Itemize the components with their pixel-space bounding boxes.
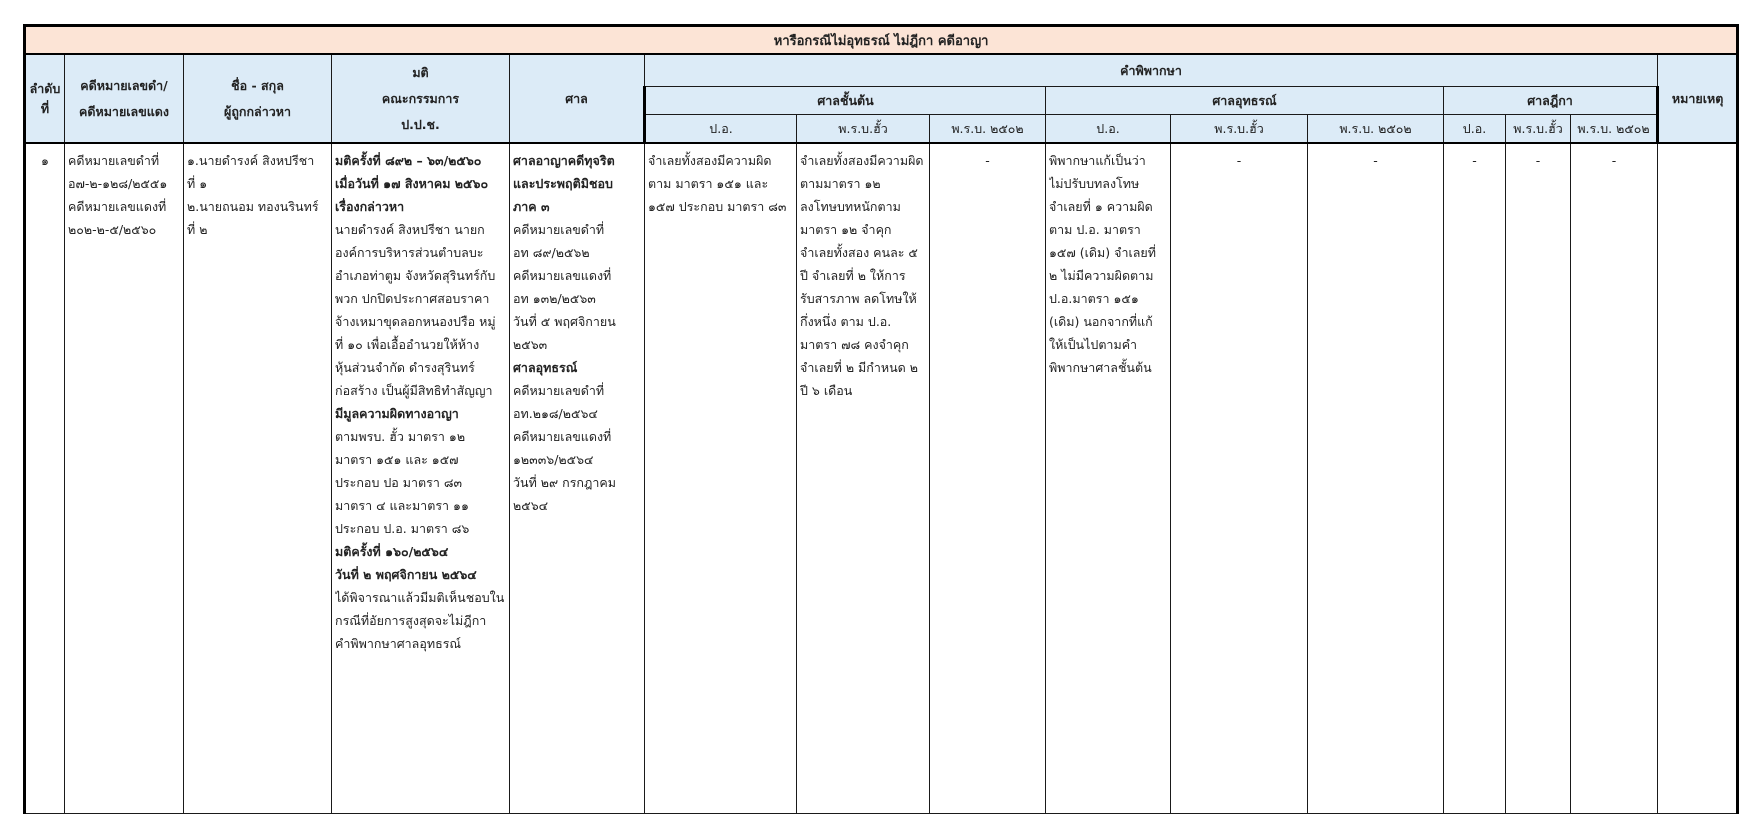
cell-line: มาตรา ๗๘ คงจำคุก	[800, 337, 909, 352]
header-no	[25, 54, 65, 143]
cell-ap-po	[1046, 143, 1171, 814]
title-row	[25, 26, 1738, 55]
cell-line: ๒ ไม่มีความผิดตาม	[1049, 268, 1154, 283]
cell-line: คดีหมายเลขดำที่	[68, 153, 160, 168]
cell-line: คดีหมายเลขแดงที่	[513, 429, 612, 444]
cell-line: ประกอบ ปอ มาตรา ๘๓	[335, 475, 463, 490]
header-fi-po: ป.อ.	[645, 115, 797, 144]
cell-court	[510, 143, 645, 814]
cell-line: ลงโทษบทหนักตาม	[800, 199, 901, 214]
cell-line: มาตรา ๔ และมาตรา ๑๑	[335, 498, 469, 513]
cell-case-no	[65, 143, 184, 814]
cell-line: ปี ๖ เดือน	[800, 383, 853, 398]
cell-sc-pr-hua: -	[1506, 143, 1571, 814]
header-no-label: ลำดับที่	[29, 80, 61, 116]
header-sc-po: ป.อ.	[1444, 115, 1506, 144]
cell-remark	[1658, 143, 1738, 814]
header-fi-pr-2502: พ.ร.บ. ๒๕๐๒	[930, 115, 1046, 144]
cell-line: ศาลอุทธรณ์	[513, 360, 578, 375]
cell-line: วันที่ ๕ พฤศจิกายน	[513, 314, 616, 329]
cell-line: ไม่ปรับบทลงโทษ	[1049, 176, 1140, 191]
cell-line: คดีหมายเลขแดงที่	[68, 199, 167, 214]
header-ap-pr-2502: พ.ร.บ. ๒๕๐๒	[1308, 115, 1444, 144]
cell-line: ตาม มาตรา ๑๕๑ และ	[648, 176, 769, 191]
cell-line: พิพากษาแก้เป็นว่า	[1049, 153, 1146, 168]
cell-line: วันที่ ๒ พฤศจิกายน ๒๕๖๔	[335, 567, 477, 582]
cell-line: คำพิพากษาศาลอุทธรณ์	[335, 636, 462, 651]
cell-line: วันที่ ๒๙ กรกฎาคม	[513, 475, 617, 490]
cell-line: ๑๕๗ ประกอบ มาตรา ๘๓	[648, 199, 787, 214]
case-table	[23, 24, 1739, 814]
header-accused-line: ชื่อ - สกุล	[231, 77, 284, 93]
header-accused-line: ผู้ถูกกล่าวหา	[224, 103, 291, 119]
cell-fi-pr-hua	[797, 143, 930, 814]
cell-line: ได้พิจารณาแล้วมีมติเห็นชอบใน	[335, 590, 505, 605]
cell-line: ตามมาตรา ๑๒	[800, 176, 881, 191]
cell-line: เรื่องกล่าวหา	[335, 199, 405, 214]
cell-line: กึ่งหนึ่ง ตาม ป.อ.	[800, 314, 892, 329]
cell-line: ปี จำเลยที่ ๒ ให้การ	[800, 268, 906, 283]
header-court: ศาล	[510, 54, 645, 143]
cell-line: พิพากษาศาลชั้นต้น	[1049, 360, 1152, 375]
cell-line: อ๗-๒-๑๒๘/๒๕๕๑	[68, 176, 168, 191]
cell-line: มาตรา ๑๕๑ และ ๑๕๗	[335, 452, 459, 467]
header-case-no-line: คดีหมายเลขดำ/	[80, 77, 168, 93]
cell-line: ๒๕๖๓	[513, 337, 548, 352]
header-sc-pr-2502: พ.ร.บ. ๒๕๐๒	[1571, 115, 1658, 144]
cell-line: จำเลยทั้งสองมีความผิด	[800, 153, 924, 168]
cell-fi-pr-2502: -	[930, 143, 1046, 814]
cell-line: มีมูลความผิดทางอาญา	[335, 406, 459, 421]
cell-line: ๒๕๖๔	[513, 498, 549, 513]
cell-line: ที่ ๑	[187, 176, 208, 191]
cell-line: คดีหมายเลขดำที่	[513, 383, 605, 398]
header-resolution	[332, 54, 510, 143]
header-resolution-line: มติ	[412, 64, 429, 80]
header-ap-pr-hua: พ.ร.บ.ฮั้ว	[1171, 115, 1308, 144]
cell-line: กรณีที่อัยการสูงสุดจะไม่ฎีกา	[335, 613, 487, 628]
header-fi-pr-hua: พ.ร.บ.ฮั้ว	[797, 115, 930, 144]
header-case-no-line: คดีหมายเลขแดง	[78, 103, 170, 119]
cell-line: มาตรา ๑๒ จำคุก	[800, 222, 892, 237]
cell-line: ๑๒๓๓๖/๒๕๖๔	[513, 452, 594, 467]
cell-line: คดีหมายเลขดำที่	[513, 222, 605, 237]
cell-line: รับสารภาพ ลดโทษให้	[800, 291, 917, 306]
cell-sc-po: -	[1444, 143, 1506, 814]
cell-line: พวก ปกปิดประกาศสอบราคา	[335, 291, 490, 306]
cell-line: จำเลยที่ ๒ มีกำหนด ๒	[800, 360, 918, 375]
cell-line: องค์การบริหารส่วนตำบลบะ	[335, 245, 484, 260]
cell-line: (เดิม) นอกจากที่แก้	[1049, 314, 1153, 329]
cell-line: อำเภอท่าตูม จังหวัดสุรินทร์กับ	[335, 268, 496, 283]
cell-line: ๒๐๒-๒-๕/๒๕๖๐	[68, 222, 157, 237]
cell-line: คดีหมายเลขแดงที่	[513, 268, 612, 283]
cell-line: จ้างเหมาขุดลอกหนองปรือ หมู่	[335, 314, 496, 329]
cell-line: ศาลอาญาคดีทุจริต	[513, 153, 615, 168]
table-row	[25, 143, 1738, 814]
cell-line: ตาม ป.อ. มาตรา	[1049, 222, 1141, 237]
cell-fi-po	[645, 143, 797, 814]
cell-no: ๑	[25, 143, 65, 814]
header-row-1	[25, 54, 1738, 87]
cell-line: ก่อสร้าง เป็นผู้มีสิทธิทำสัญญา	[335, 383, 493, 398]
header-first-instance-court: ศาลชั้นต้น	[645, 87, 1046, 115]
cell-ap-pr-2502: -	[1308, 143, 1444, 814]
cell-line: มติครั้งที่ ๑๖๐/๒๕๖๔	[335, 544, 449, 559]
cell-line: อท.๒๑๘/๒๕๖๔	[513, 406, 598, 421]
cell-line: มติครั้งที่ ๘๙๒ – ๖๓/๒๕๖๐	[335, 153, 482, 168]
header-appeal-court: ศาลอุทธรณ์	[1046, 87, 1444, 115]
header-resolution-line: ป.ป.ช.	[401, 116, 440, 132]
cell-line: เมื่อวันที่ ๑๗ สิงหาคม ๒๕๖๐	[335, 176, 489, 191]
cell-line: ตามพรบ. ฮั้ว มาตรา ๑๒	[335, 429, 466, 444]
cell-line: ๑๕๗ (เดิม) จำเลยที่	[1049, 245, 1156, 260]
cell-line: อท ๘๙/๒๕๖๒	[513, 245, 590, 260]
table-title: หารือกรณีไม่อุทธรณ์ ไม่ฎีกา คดีอาญา	[25, 26, 1738, 55]
cell-line: นายดำรงค์ สิงหปรีชา นายก	[335, 222, 485, 237]
cell-line: จำเลยที่ ๑ ความผิด	[1049, 199, 1153, 214]
cell-sc-pr-2502: -	[1571, 143, 1658, 814]
cell-line: ที่ ๑๐ เพื่อเอื้ออำนวยให้ห้าง	[335, 337, 480, 352]
header-remark: หมายเหตุ	[1658, 54, 1738, 143]
cell-line: ภาค ๓	[513, 199, 550, 214]
header-case-no	[65, 54, 184, 143]
cell-line: ประกอบ ป.อ. มาตรา ๘๖	[335, 521, 470, 536]
cell-resolution	[332, 143, 510, 814]
header-resolution-line: คณะกรรมการ	[381, 90, 460, 106]
header-sc-pr-hua: พ.ร.บ.ฮั้ว	[1506, 115, 1571, 144]
header-judgment: คำพิพากษา	[645, 54, 1658, 87]
cell-line: จำเลยทั้งสองมีความผิด	[648, 153, 772, 168]
cell-accused	[184, 143, 332, 814]
cell-line: ๒.นายถนอม ทองนรินทร์	[187, 199, 319, 214]
cell-line: จำเลยทั้งสอง คนละ ๕	[800, 245, 918, 260]
cell-line: อท ๑๓๒/๒๕๖๓	[513, 291, 596, 306]
cell-ap-pr-hua: -	[1171, 143, 1308, 814]
cell-line: ที่ ๒	[187, 222, 208, 237]
header-ap-po: ป.อ.	[1046, 115, 1171, 144]
header-accused-name	[184, 54, 332, 143]
header-supreme-court: ศาลฎีกา	[1444, 87, 1658, 115]
cell-line: ๑.นายดำรงค์ สิงหปรีชา	[187, 153, 315, 168]
cell-line: ป.อ.มาตรา ๑๕๑	[1049, 291, 1139, 306]
cell-line: ให้เป็นไปตามคำ	[1049, 337, 1138, 352]
cell-line: หุ้นส่วนจำกัด ดำรงสุรินทร์	[335, 360, 475, 375]
cell-line: และประพฤติมิชอบ	[513, 176, 613, 191]
